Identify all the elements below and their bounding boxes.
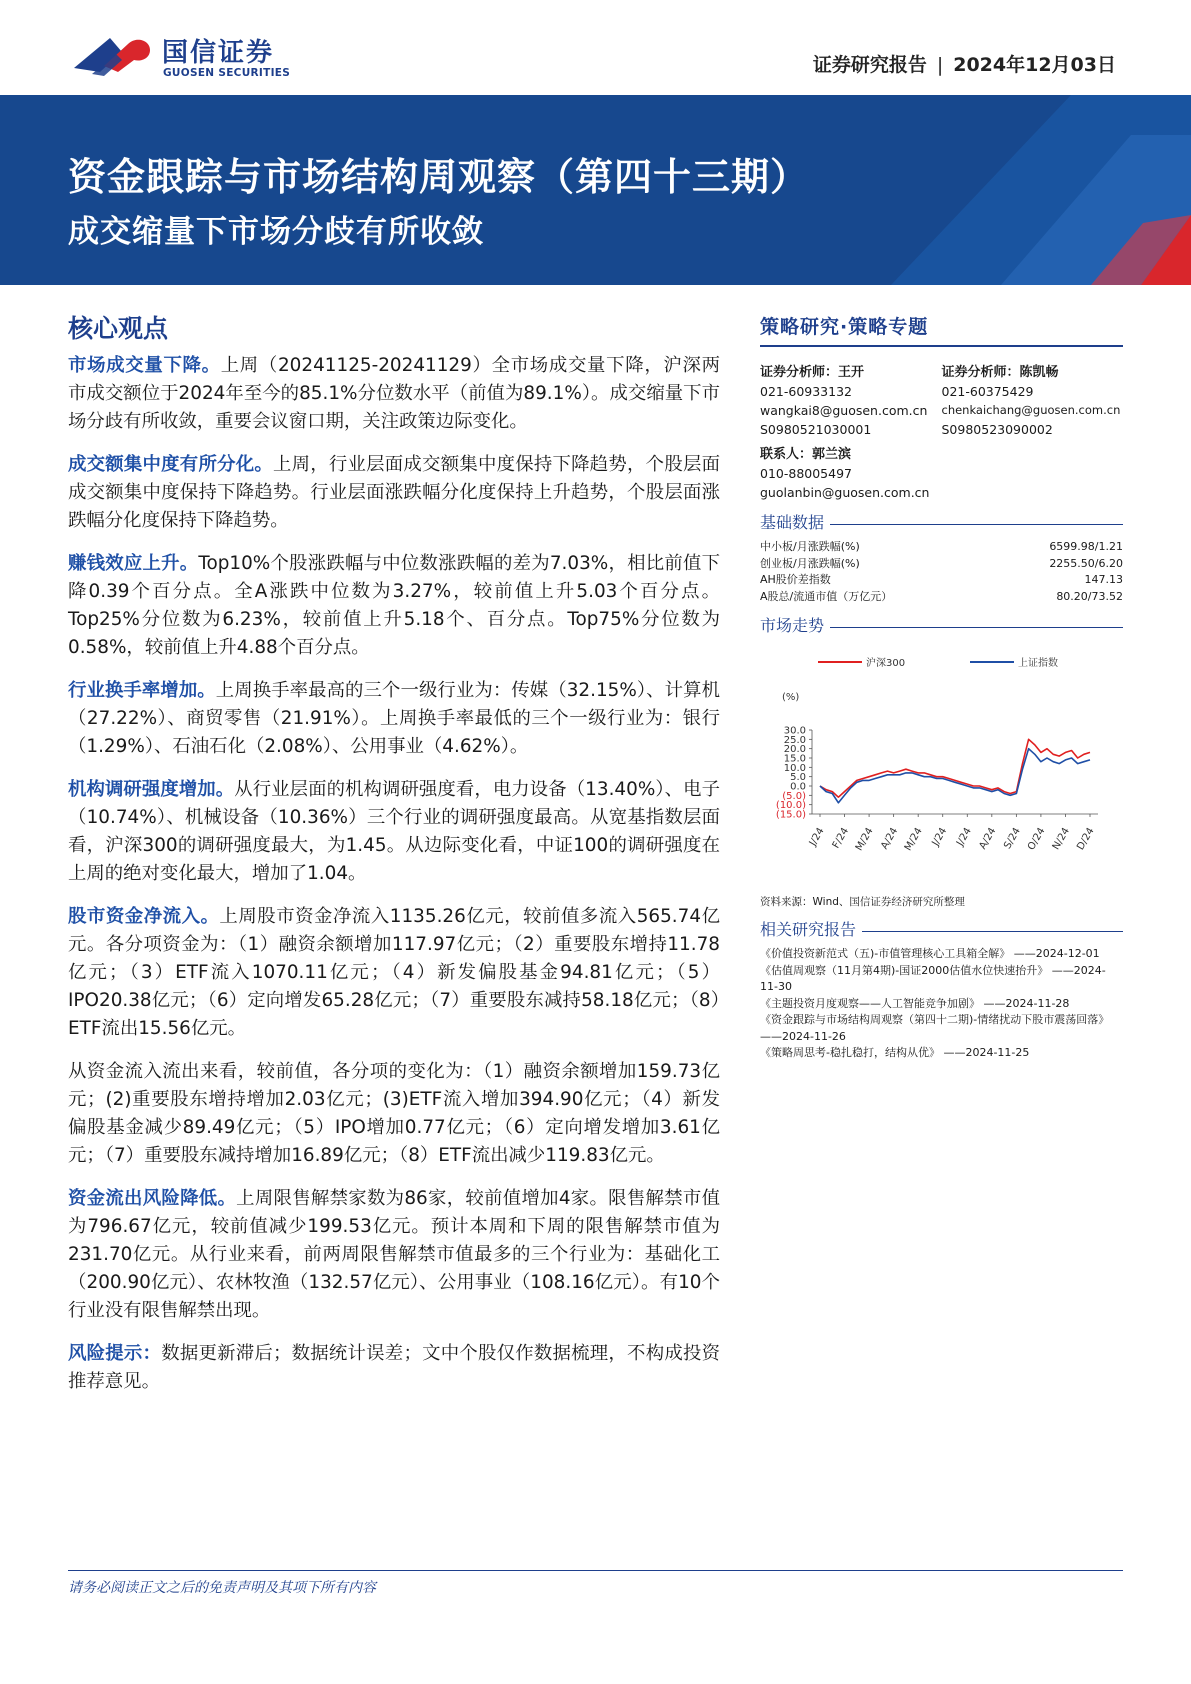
y-tick-label: (15.0) [775, 809, 806, 821]
heading-rule [830, 627, 1123, 628]
paragraph [68, 550, 720, 662]
analyst-card [760, 363, 942, 439]
paragraph-lead: 行业换手率增加。 [68, 680, 216, 701]
x-tick-label: O/24 [1025, 826, 1048, 853]
basic-data-title: 基础数据 [760, 513, 825, 532]
report-link[interactable]: 《主题投资月度观察——人工智能竞争加剧》 ——2024-11-28 [760, 996, 1070, 1010]
analyst-cert: S0980523090002 [941, 422, 1053, 437]
header-separator: | [936, 54, 944, 76]
y-tick-label: (5.0) [782, 790, 806, 802]
row-label: 中小板/月涨跌幅(%) [760, 540, 860, 553]
sidebar-heading: 策略研究·策略专题 [760, 312, 1123, 347]
y-tick-label: (10.0) [775, 800, 806, 812]
analyst-card [942, 363, 1124, 439]
analyst-cert: S0980521030001 [760, 422, 872, 437]
related-reports-list [760, 946, 1123, 1062]
heading-rule [830, 524, 1123, 525]
y-tick-label: 25.0 [783, 734, 806, 746]
logo-text-en: GUOSEN SECURITIES [163, 67, 291, 79]
x-tick-label: J/24 [930, 826, 950, 848]
table-row [760, 589, 1123, 606]
report-link[interactable]: 《价值投资新范式（五)-市值管理核心工具箱全解》 ——2024-12-01 [760, 947, 1100, 960]
row-value: 6599.98/1.21 [1049, 540, 1123, 553]
report-link[interactable]: 《估值周观察（11月第4期)-国证2000估值水位快速抬升》 ——2024-11-30 [760, 963, 1106, 993]
contact-phone: 010-88005497 [760, 466, 852, 481]
paragraph-text: 上周限售解禁家数为86家，较前值增加4家。限售解禁市值为796.67亿元，较前值减少199.53亿元。预计本周和下周的限售解禁市值为231.70亿元。从行业来看，前两周限售解禁市值最多的三个行业为：基础化工（200.90亿元）、农林牧渔（132.57亿元）、公用事业（108.16亿元）。有10个行业没有限售解禁出现。 [68, 1188, 720, 1321]
row-value: 80.20/73.52 [1056, 589, 1123, 603]
x-tick-label: J/24 [807, 826, 827, 848]
market-trend-chart [760, 644, 1123, 894]
y-tick-label: 15.0 [783, 753, 806, 765]
analyst-email[interactable]: wangkai8@guosen.com.cn [760, 403, 928, 418]
table-row [760, 539, 1123, 556]
chart-svg [760, 644, 1123, 894]
y-tick-label: 30.0 [783, 725, 806, 737]
paragraph-text: 上周，行业层面成交额集中度保持下降趋势，个股层面成交额集中度保持下降趋势。行业层面涨跌幅分化度保持上升趋势，个股层面涨跌幅分化度保持下降趋势。 [68, 454, 720, 531]
y-tick-label: 0.0 [790, 781, 806, 793]
basic-data-heading [760, 510, 1123, 533]
paragraph-lead: 股市资金净流入。 [68, 906, 220, 927]
paragraph [68, 677, 720, 761]
paragraph [68, 451, 720, 535]
paragraph [68, 352, 720, 436]
paragraph-lead: 机构调研强度增加。 [68, 779, 235, 800]
paragraph-text: 上周（20241125-20241129）全市场成交量下降，沪深两市成交额位于2024年至今的85.1%分位数水平（前值为89.1%）。成交缩量下市场分歧有所收敛，重要会议窗口期，关注政策边际变化。 [68, 355, 720, 432]
x-tick-label: A/24 [879, 826, 901, 852]
table-row [760, 572, 1123, 589]
y-unit-label: (%) [782, 692, 800, 703]
report-link[interactable]: 《资金跟踪与市场结构周观察（第四十二期)-情绪扰动下股市震荡回落》 ——2024-11-26 [760, 1013, 1110, 1043]
logo-text-cn: 国信证券 [162, 38, 275, 68]
paragraph-text: 从行业层面的机构调研强度看，电力设备（13.40%）、电子（10.74%）、机械设备（10.36%）三个行业的调研强度最高。从宽基指数层面看，沪深300的调研强度最大，为1.45。从边际变化看，中证100的调研强度在上周的绝对变化最大，增加了1.04。 [68, 779, 720, 884]
table-row [760, 556, 1123, 573]
paragraph [68, 1058, 720, 1170]
x-tick-label: D/24 [1075, 826, 1097, 853]
footer-rule [68, 1570, 1123, 1571]
basic-data-table [760, 539, 1123, 605]
footer-disclaimer: 请务必阅读正文之后的免责声明及其项下所有内容 [68, 1580, 376, 1596]
report-meta [813, 50, 1116, 77]
x-tick-label: J/24 [954, 826, 974, 848]
market-trend-heading [760, 613, 1123, 636]
guosen-logo-icon [70, 30, 156, 80]
paragraph-lead: 赚钱效应上升。 [68, 553, 199, 574]
report-subtitle: 成交缩量下市场分歧有所收敛 [68, 214, 484, 250]
core-views-body [68, 352, 720, 1411]
row-label: AH股价差指数 [760, 573, 831, 586]
y-tick-label: 20.0 [783, 744, 806, 756]
analyst-email[interactable]: chenkaichang@guosen.com.cn [941, 403, 1121, 417]
heading-rule [862, 931, 1123, 932]
report-type: 证券研究报告 [812, 54, 927, 76]
related-reports-heading [760, 917, 1123, 940]
paragraph-text: 上周换手率最高的三个一级行业为：传媒（32.15%）、计算机（27.22%）、商贸零售（21.91%）。上周换手率最低的三个一级行业为：银行（1.29%）、石油石化（2.08%）、公用事业（4.62%）。 [68, 680, 720, 757]
paragraph-lead: 市场成交量下降。 [68, 355, 221, 376]
chart-source: 资料来源：Wind、国信证券经济研究所整理 [760, 896, 965, 908]
paragraph-lead: 资金流出风险降低。 [68, 1188, 237, 1209]
legend-label: 上证指数 [1018, 658, 1058, 669]
analyst-phone: 021-60375429 [941, 384, 1034, 399]
x-tick-label: S/24 [1002, 826, 1023, 851]
y-tick-label: 5.0 [790, 772, 806, 784]
paragraph [68, 1185, 720, 1325]
row-value: 147.13 [1084, 573, 1123, 586]
report-link[interactable]: 《策略周思考-稳扎稳打，结构从优》 ——2024-11-25 [760, 1046, 1030, 1059]
paragraph-lead: 成交额集中度有所分化。 [68, 454, 273, 475]
contact-email[interactable]: guolanbin@guosen.com.cn [760, 485, 930, 500]
paragraph-text: Top10%个股涨跌幅与中位数涨跌幅的差为7.03%，相比前值下降0.39个百分点。全A涨跌中位数为3.27%，较前值上升5.03个百分点。Top25%分位数为6.23%，较前值上升5.18个、百分点。Top75%分位数为0.58%，较前值上升4.88个百分点。 [68, 553, 720, 658]
core-views-heading: 核心观点 [68, 314, 169, 343]
x-tick-label: M/24 [902, 826, 925, 853]
related-reports-title: 相关研究报告 [760, 920, 857, 939]
analyst-name: 证券分析师：王开 [760, 365, 865, 380]
row-value: 2255.50/6.20 [1049, 556, 1123, 570]
banner-decoration [771, 95, 1191, 285]
paragraph [68, 903, 720, 1043]
sidebar [760, 312, 1123, 1062]
paragraph-text: 数据更新滞后；数据统计误差；文中个股仅作数据梳理，不构成投资推荐意见。 [68, 1343, 720, 1392]
legend-label: 沪深300 [866, 658, 906, 669]
x-tick-label: F/24 [830, 826, 852, 851]
analyst-name: 证券分析师：陈凯畅 [941, 365, 1059, 380]
paragraph [68, 776, 720, 888]
x-tick-label: M/24 [853, 826, 876, 853]
contact-card [760, 445, 1123, 502]
analyst-phone: 021-60933132 [760, 384, 852, 399]
series-line-hs300 [820, 739, 1090, 797]
row-label: A股总/流通市值（万亿元） [760, 589, 893, 603]
series-line-sse [820, 749, 1090, 803]
paragraph-text: 从资金流入流出来看，较前值，各分项的变化为：（1）融资余额增加159.73亿元；(2)重要股东增持增加2.03亿元；(3)ETF流入增加394.90亿元；（4）新发偏股基金减少89.49亿元；（5）IPO增加0.77亿元；（6）定向增发增加3.61亿元；（7）重要股东减持增加16.89亿元；（8）ETF流出减少119.83亿元。 [68, 1061, 720, 1166]
market-trend-title: 市场走势 [760, 616, 825, 635]
contact-name: 联系人：郭兰滨 [760, 447, 852, 462]
x-tick-label: A/24 [977, 826, 999, 852]
row-label: 创业板/月涨跌幅(%) [760, 556, 860, 570]
paragraph-lead: 风险提示： [68, 1343, 162, 1364]
paragraph-text: 上周股市资金净流入1135.26亿元，较前值多流入565.74亿元。各分项资金为：（1）融资余额增加117.97亿元；（2）重要股东增持11.78亿元；（3）ETF流入1070.11亿元；（4）新发偏股基金94.81亿元；（5）IPO20.38亿元；（6）定向增发65.28亿元；（7）重要股东减持58.18亿元；（8）ETF流出15.56亿元。 [68, 906, 720, 1039]
paragraph [68, 1340, 720, 1396]
report-date: 2024年12月03日 [953, 54, 1116, 76]
y-tick-label: 10.0 [783, 762, 806, 774]
analysts [760, 363, 1123, 439]
x-tick-label: N/24 [1050, 826, 1073, 852]
report-title: 资金跟踪与市场结构周观察（第四十三期） [68, 155, 810, 199]
